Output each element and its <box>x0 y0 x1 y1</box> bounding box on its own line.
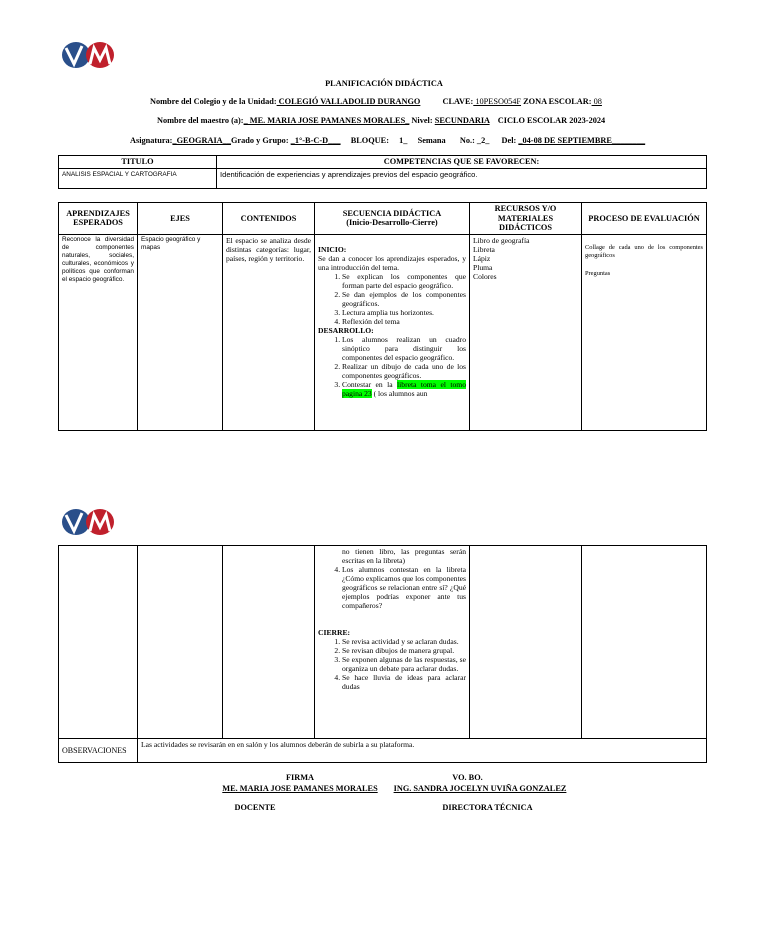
recurso-item: Libreta <box>473 244 495 254</box>
recurso-item: Libro de geografía <box>473 235 530 245</box>
colegio-line: Nombre del Colegio y de la Unidad: COLEGIÓ VALLADOLID DURANGO CLAVE: 10PESO054F ZONA ESCOLAR: 08 <box>150 97 602 106</box>
recurso-item: Pluma <box>473 262 493 272</box>
list-item: 2. Se dan ejemplos de los componentes geográficos. <box>342 290 466 308</box>
firma-name: ME. MARIA JOSE PAMANES MORALES <box>222 784 378 793</box>
inicio-intro: Se dan a conocer los aprendizajes esperados, y una introducción del tema. <box>318 253 466 272</box>
vobo-label: VO. BO. <box>452 773 483 782</box>
secuencia-cell <box>315 546 470 739</box>
maestro-line: Nombre del maestro (a):_ ME. MARIA JOSE PAMANES MORALES_ Nivel: SECUNDARIA CICLO ESCOLAR 2023-2024 <box>157 116 606 125</box>
header-contenidos: CONTENIDOS <box>223 203 315 235</box>
observaciones-label: OBSERVACIONES <box>59 739 138 763</box>
ejes-cell <box>138 546 223 739</box>
list-item: 4. Reflexión del tema <box>342 317 466 326</box>
list-item: 1. Se explican los componentes que forman parte del espacio geográfico. <box>342 272 466 290</box>
list-item: 3. Se exponen algunas de las respuestas, se organiza un debate para aclarar dudas. <box>342 655 466 673</box>
continuation-text: no tienen libro, las preguntas serán escritas en la libreta) <box>342 547 466 565</box>
highlighted-text: libreta toma el tomo pagina 23 <box>342 379 466 398</box>
header-ejes: EJES <box>138 203 223 235</box>
contenidos-cell: El espacio se analiza desde distintas categorías: lugar, países, región y territorio. <box>223 234 315 430</box>
evaluacion-cell <box>582 234 707 430</box>
list-item: 2. Se revisan dibujos de manera grupal. <box>342 646 466 655</box>
list-item: 1. Se revisa actividad y se aclaran dudas. <box>342 637 466 646</box>
school-logo <box>60 507 116 537</box>
cierre-title: CIERRE: <box>318 628 351 637</box>
recursos-cell <box>470 234 582 430</box>
vobo-name: ING. SANDRA JOCELYN UVIÑA GONZALEZ <box>393 784 567 793</box>
school-logo <box>60 40 116 70</box>
list-item: 1. Los alumnos realizan un cuadro sinóptico para distinguir los componentes del espacio geográfico. <box>342 335 466 362</box>
desarrollo-list-continued <box>318 565 466 610</box>
titulo-value: ANALISIS ESPACIAL Y CARTOGRAFIA <box>59 168 217 188</box>
secuencia-cell <box>315 234 470 430</box>
cierre-list <box>318 637 466 691</box>
header-aprendizajes: APRENDIZAJES ESPERADOS <box>59 203 138 235</box>
recurso-item: Lápiz <box>473 253 491 263</box>
aprendizajes-cell: Reconoce la diversidad de componentes naturales, sociales, culturales, económicos y políticos que conforman el espacio geográfico. <box>59 234 138 430</box>
titulo-table <box>58 155 707 189</box>
firma-label: FIRMA <box>285 773 315 782</box>
document-title: PLANIFICACIÓN DIDÁCTICA <box>325 79 443 88</box>
inicio-title: INICIO: <box>318 244 347 254</box>
list-item: 2. Realizar un dibujo de cada uno de los componentes geográficos. <box>342 362 466 380</box>
list-item: 3. Lectura amplia tus horizontes. <box>342 308 466 317</box>
desarrollo-list <box>318 335 466 398</box>
contenidos-cell <box>223 546 315 739</box>
header-recursos: RECURSOS Y/O MATERIALES DIDÁCTICOS <box>470 203 582 235</box>
inicio-list <box>318 272 466 326</box>
evaluacion-cell <box>582 546 707 739</box>
competencias-header: COMPETENCIAS QUE SE FAVORECEN: <box>217 156 707 169</box>
header-evaluacion: PROCESO DE EVALUACIÓN <box>582 203 707 235</box>
planning-table <box>58 202 707 431</box>
recursos-cell <box>470 546 582 739</box>
evaluacion-collage: Collage de cada uno de los componentes geográficos <box>585 243 703 259</box>
recurso-item: Colores <box>473 271 497 281</box>
list-item: 4. Se hace lluvia de ideas para aclarar dudas <box>342 673 466 691</box>
desarrollo-title: DESARROLLO: <box>318 325 374 335</box>
firma-role: DOCENTE <box>234 803 276 812</box>
list-item: 4. Los alumnos contestan en la libreta ¿Cómo explicamos que los componentes geográficos se relacionan entre sí? ¿Qué ejemplos podrías exponer ante tus compañeros? <box>342 565 466 610</box>
ejes-cell: Espacio geográfico y mapas <box>138 234 223 430</box>
aprendizajes-cell <box>59 546 138 739</box>
vobo-role: DIRECTORA TÉCNICA <box>442 803 533 812</box>
header-secuencia: SECUENCIA DIDÁCTICA (Inicio-Desarrollo-Cierre) <box>315 203 470 235</box>
competencias-value: Identificación de experiencias y aprendizajes previos del espacio geográfico. <box>217 168 707 188</box>
list-item: 3. Contestar en la libreta toma el tomo pagina 23 ( los alumnos aun <box>342 380 466 398</box>
planning-table-continued <box>58 545 707 763</box>
asignatura-line: Asignatura:_GEOGRAIA__Grado y Grupo: _1°-B-C-D___ BLOQUE: 1_ Semana No.: _2_ Del: _04-08 DE SEPTIEMBRE________ <box>130 136 646 145</box>
titulo-header: TITULO <box>59 156 217 169</box>
observaciones-value: Las actividades se revisarán en en salón y los alumnos deberán de subirla a su plataforma. <box>138 739 707 763</box>
evaluacion-preguntas: Preguntas <box>585 269 611 277</box>
